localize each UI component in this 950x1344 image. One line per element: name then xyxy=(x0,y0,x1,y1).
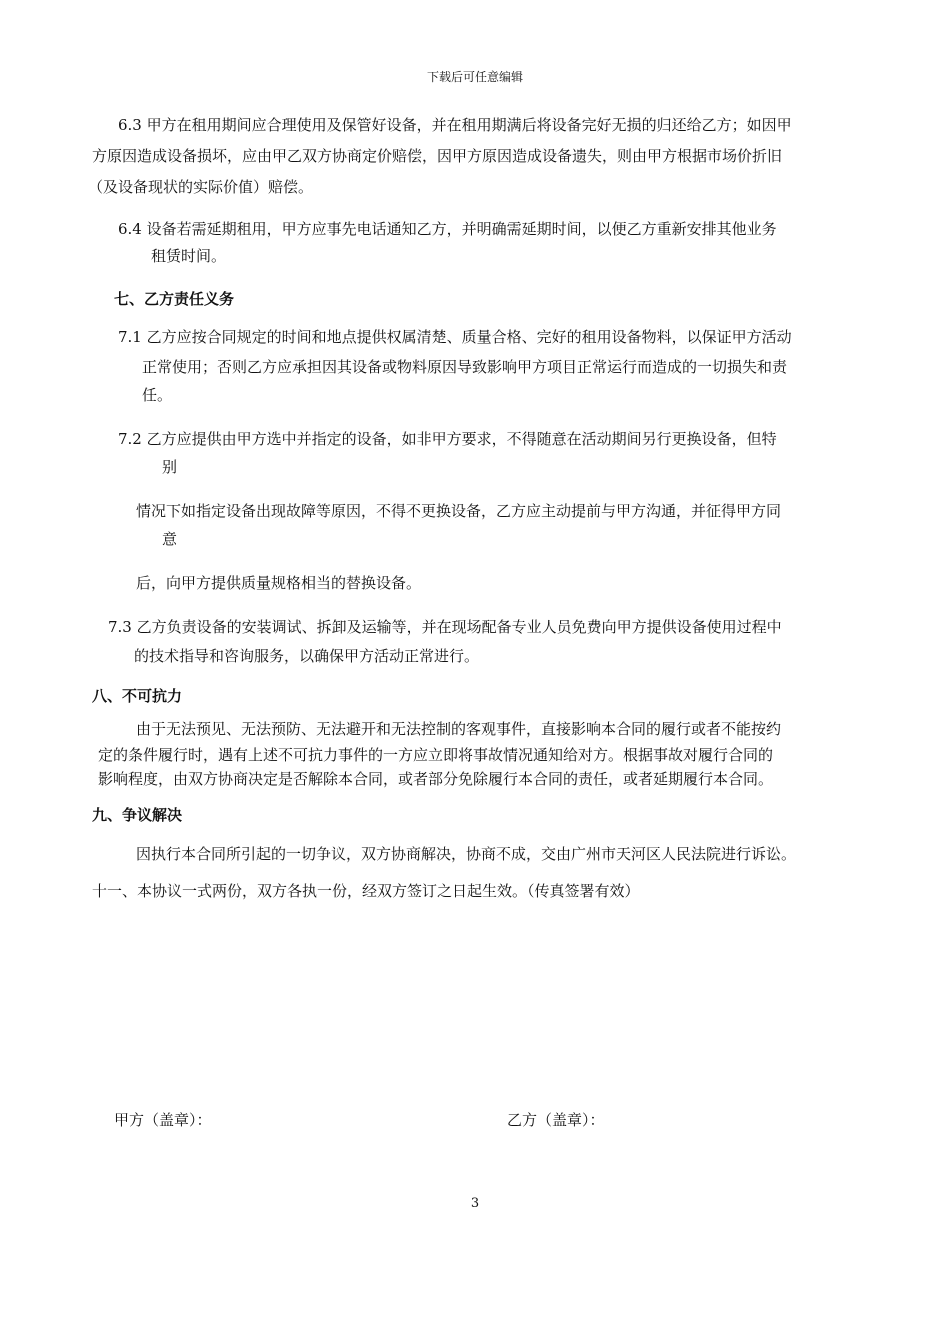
header-note: 下载后可任意编辑 xyxy=(426,70,523,84)
section-9-title: 九、争议解决 xyxy=(92,806,183,824)
section-11-text: 十一、本协议一式两份，双方各执一份，经双方签订之日起生效。（传真签署有效） xyxy=(92,882,640,900)
clause-7-2-line-5: 后，向甲方提供质量规格相当的替换设备。 xyxy=(136,574,422,592)
party-b-seal-label: 乙方（盖章）： xyxy=(507,1111,605,1129)
clause-7-3-line-1: 7.3 乙方负责设备的安装调试、拆卸及运输等，并在现场配备专业人员免费向甲方提供设备使用过程中 xyxy=(108,618,782,636)
force-majeure-line-1: 由于无法预见、无法预防、无法避开和无法控制的客观事件，直接影响本合同的履行或者不能按约 xyxy=(136,720,782,738)
page-number: 3 xyxy=(470,1196,480,1211)
section-8-title: 八、不可抗力 xyxy=(92,687,183,705)
clause-7-2-line-3: 情况下如指定设备出现故障等原因，不得不更换设备，乙方应主动提前与甲方沟通，并征得甲方同 xyxy=(136,502,782,520)
clause-7-1-line-3: 任。 xyxy=(142,386,173,404)
force-majeure-line-3: 影响程度，由双方协商决定是否解除本合同，或者部分免除履行本合同的责任，或者延期履行本合同。 xyxy=(98,770,774,788)
clause-7-1-line-1: 7.1 乙方应按合同规定的时间和地点提供权属清楚、质量合格、完好的租用设备物料，以保证甲方活动 xyxy=(118,328,792,346)
clause-6-4-line-2: 租赁时间。 xyxy=(151,247,227,265)
clause-7-1-line-2: 正常使用；否则乙方应承担因其设备或物料原因导致影响甲方项目正常运行而造成的一切损失和责 xyxy=(142,358,788,376)
clause-6-4-line-1: 6.4 设备若需延期租用，甲方应事先电话通知乙方，并明确需延期时间，以便乙方重新安排其他业务 xyxy=(118,220,777,238)
clause-7-3-line-2: 的技术指导和咨询服务，以确保甲方活动正常进行。 xyxy=(134,647,480,665)
clause-6-3-line-1: 6.3 甲方在租用期间应合理使用及保管好设备，并在租用期满后将设备完好无损的归还给乙方；如因甲 xyxy=(118,116,792,134)
clause-6-3-line-2: 方原因造成设备损坏，应由甲乙双方协商定价赔偿，因甲方原因造成设备遗失，则由甲方根据市场价折旧 xyxy=(92,147,783,165)
clause-7-2-line-1: 7.2 乙方应提供由甲方选中并指定的设备，如非甲方要求，不得随意在活动期间另行更换设备，但特 xyxy=(118,430,777,448)
dispute-resolution-text: 因执行本合同所引起的一切争议，双方协商解决，协商不成，交由广州市天河区人民法院进行诉讼。 xyxy=(136,845,797,863)
party-a-seal-label: 甲方（盖章）： xyxy=(114,1111,212,1129)
section-7-title: 七、乙方责任义务 xyxy=(114,290,235,308)
clause-7-2-line-4: 意 xyxy=(162,530,178,548)
clause-6-3-line-3: （及设备现状的实际价值）赔偿。 xyxy=(88,178,314,196)
clause-7-2-line-2: 别 xyxy=(162,458,178,476)
force-majeure-line-2: 定的条件履行时，遇有上述不可抗力事件的一方应立即将事故情况通知给对方。根据事故对履行合同的 xyxy=(98,746,774,764)
